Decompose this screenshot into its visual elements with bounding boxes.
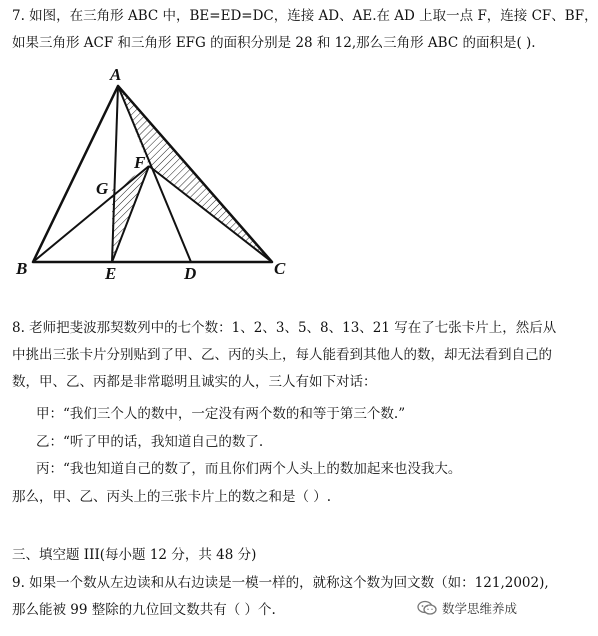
- q7-line-2: 如果三角形 ACF 和三角形 EFG 的面积分别是 28 和 12,那么三角形 ABC 的面积是( ).: [12, 35, 536, 51]
- q8-dialogue-bing: 丙：“我也知道自己的数了，而且你们两个人头上的数加起来也没我大。: [36, 461, 462, 477]
- q8-line-1: 8. 老师把斐波那契数列中的七个数：1、2、3、5、8、13、21 写在了七张卡片上，然后从: [12, 320, 557, 336]
- label-d: D: [184, 264, 197, 283]
- wechat-icon: [417, 600, 437, 616]
- q7-line-1: 7. 如图，在三角形 ABC 中，BE=ED=DC，连接 AD、AE.在 AD 上取一点 F，连接 CF、BF，: [12, 8, 598, 24]
- segment-bf: [33, 166, 149, 262]
- q8-question: 那么，甲、乙、丙头上的三张卡片上的数之和是（ ）.: [12, 489, 332, 505]
- q8-dialogue-yi: 乙：“听了甲的话，我知道自己的数了.: [36, 434, 264, 450]
- triangle-abc: [33, 86, 272, 262]
- triangle-figure: [0, 62, 529, 284]
- segment-cf: [149, 166, 272, 262]
- label-f: F: [134, 153, 146, 172]
- watermark: [417, 599, 517, 617]
- q8-dialogue-jia: 甲：“我们三个人的数中，一定没有两个数的和等于第三个数.”: [36, 406, 406, 422]
- label-a: A: [110, 65, 122, 84]
- q8-line-2: 中挑出三张卡片分别贴到了甲、乙、丙的头上，每人能看到其他人的数，却无法看到自己的: [12, 347, 552, 363]
- watermark-text: 数学思维养成: [441, 601, 517, 616]
- q9-line-2: 那么能被 99 整除的九位回文数共有（ ）个.: [12, 602, 276, 618]
- q8-line-3: 数，甲、乙、丙都是非常聪明且诚实的人，三人有如下对话：: [12, 374, 377, 390]
- section-3-heading: 三、填空题 III(每小题 12 分，共 48 分): [12, 547, 257, 563]
- label-e: E: [105, 264, 117, 283]
- label-b: B: [16, 259, 28, 278]
- label-c: C: [274, 259, 286, 278]
- label-g: G: [96, 179, 109, 198]
- q9-line-1: 9. 如果一个数从左边读和从右边读是一模一样的，就称这个数为回文数（如：121,2002),: [12, 575, 549, 591]
